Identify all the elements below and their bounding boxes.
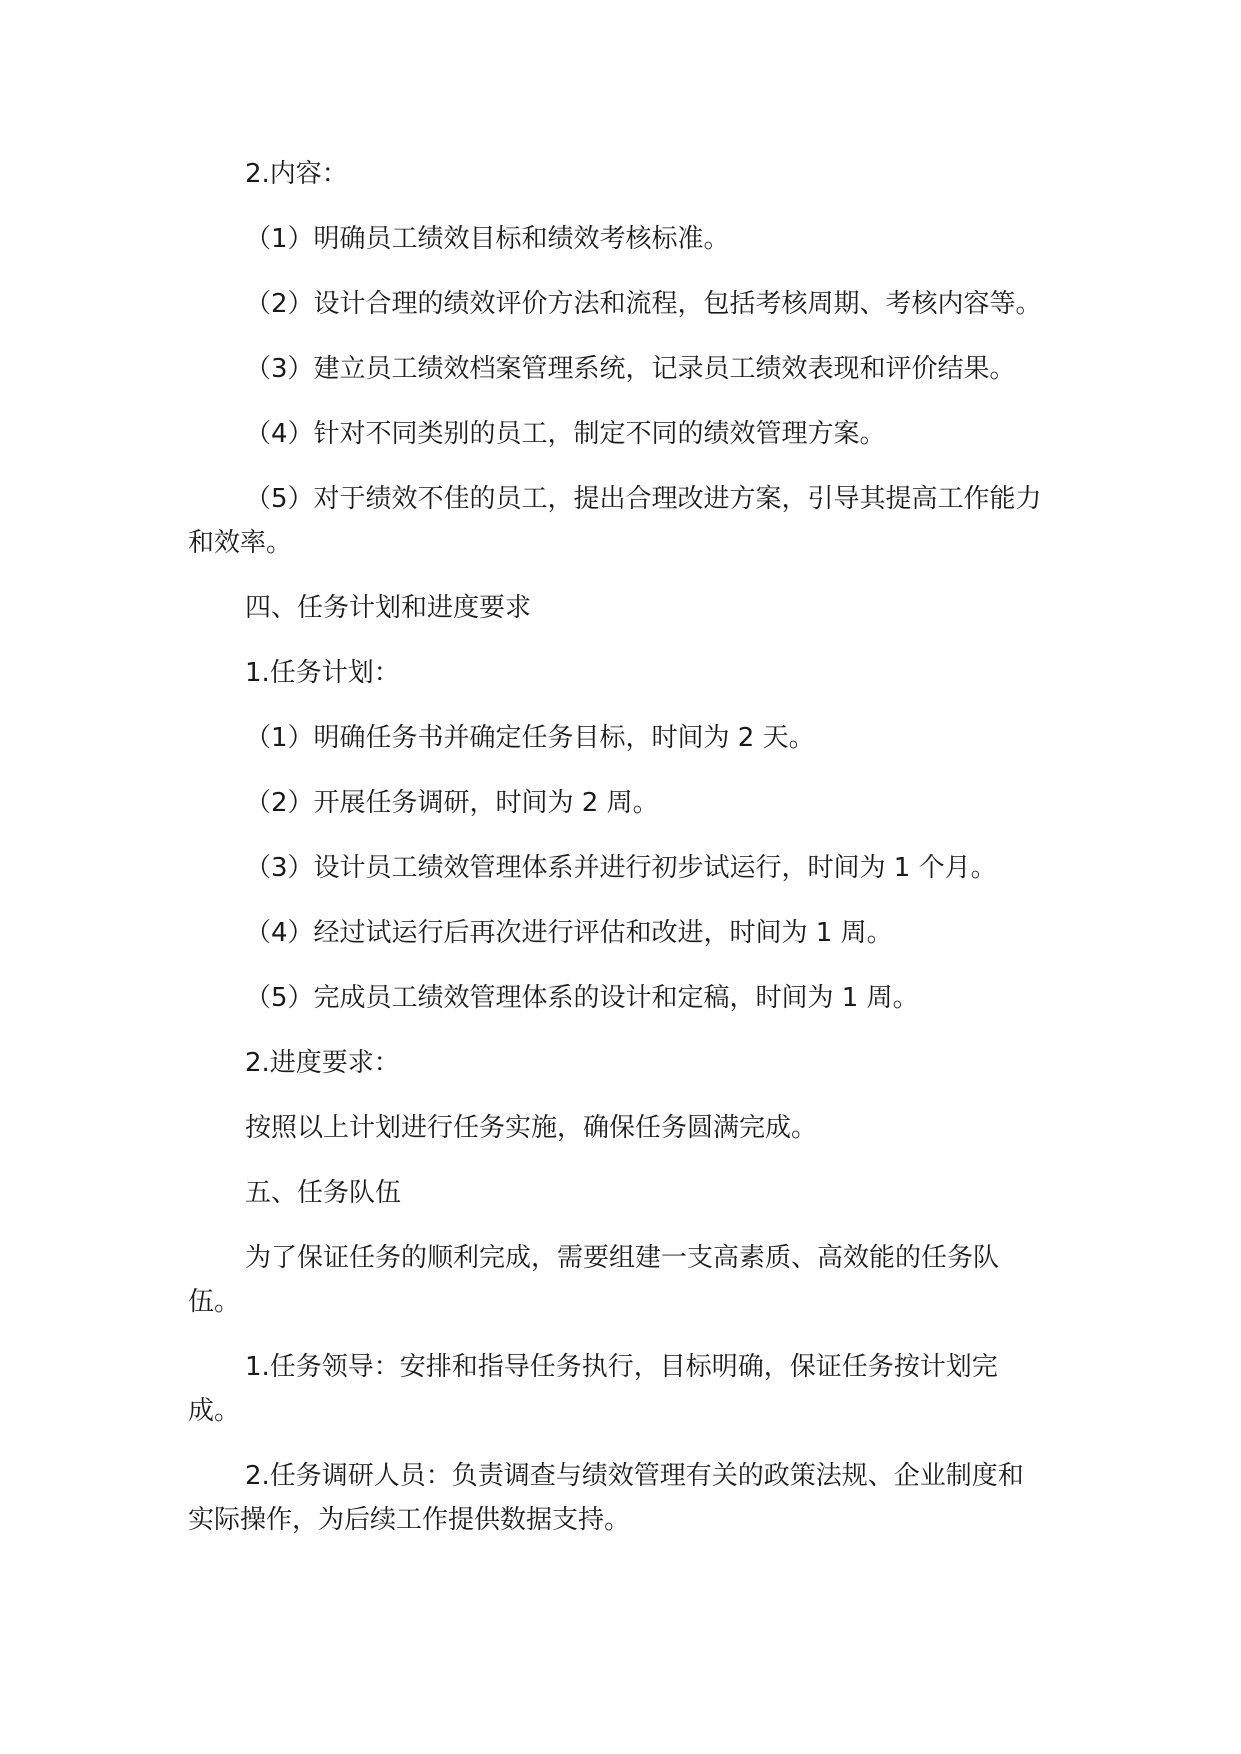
section-heading-content: 2.内容： [245, 159, 348, 189]
subheading-progress: 2.进度要求： [245, 1048, 400, 1078]
content-item-2: （2）设计合理的绩效评价方法和流程，包括考核周期、考核内容等。 [245, 289, 1042, 319]
content-item-5: （5）对于绩效不佳的员工，提出合理改进方案，引导其提高工作能力和效率。 [188, 484, 1042, 558]
plan-item-1: （1）明确任务书并确定任务目标，时间为 2 天。 [245, 723, 815, 753]
plan-item-4: （4）经过试运行后再次进行评估和改进，时间为 1 周。 [245, 918, 893, 948]
team-role-leader: 1.任务领导：安排和指导任务执行，目标明确，保证任务按计划完成。 [188, 1352, 998, 1426]
content-item-1: （1）明确员工绩效目标和绩效考核标准。 [245, 224, 730, 254]
plan-item-3: （3）设计员工绩效管理体系并进行初步试运行，时间为 1 个月。 [245, 853, 997, 883]
document-body [188, 152, 1068, 1563]
content-item-4: （4）针对不同类别的员工，制定不同的绩效管理方案。 [245, 419, 886, 449]
section-heading-team: 五、任务队伍 [245, 1178, 402, 1208]
subheading-task-plan: 1.任务计划： [245, 658, 400, 688]
plan-item-5: （5）完成员工绩效管理体系的设计和定稿，时间为 1 周。 [245, 983, 919, 1013]
plan-item-2: （2）开展任务调研，时间为 2 周。 [245, 788, 659, 818]
content-item-3: （3）建立员工绩效档案管理系统，记录员工绩效表现和评价结果。 [245, 354, 1016, 384]
team-intro: 为了保证任务的顺利完成，需要组建一支高素质、高效能的任务队伍。 [188, 1243, 1000, 1317]
progress-text: 按照以上计划进行任务实施，确保任务圆满完成。 [245, 1113, 818, 1143]
team-role-researcher: 2.任务调研人员：负责调查与绩效管理有关的政策法规、企业制度和实际操作，为后续工作提供数据支持。 [188, 1461, 1024, 1535]
section-heading-task-plan: 四、任务计划和进度要求 [245, 593, 532, 623]
